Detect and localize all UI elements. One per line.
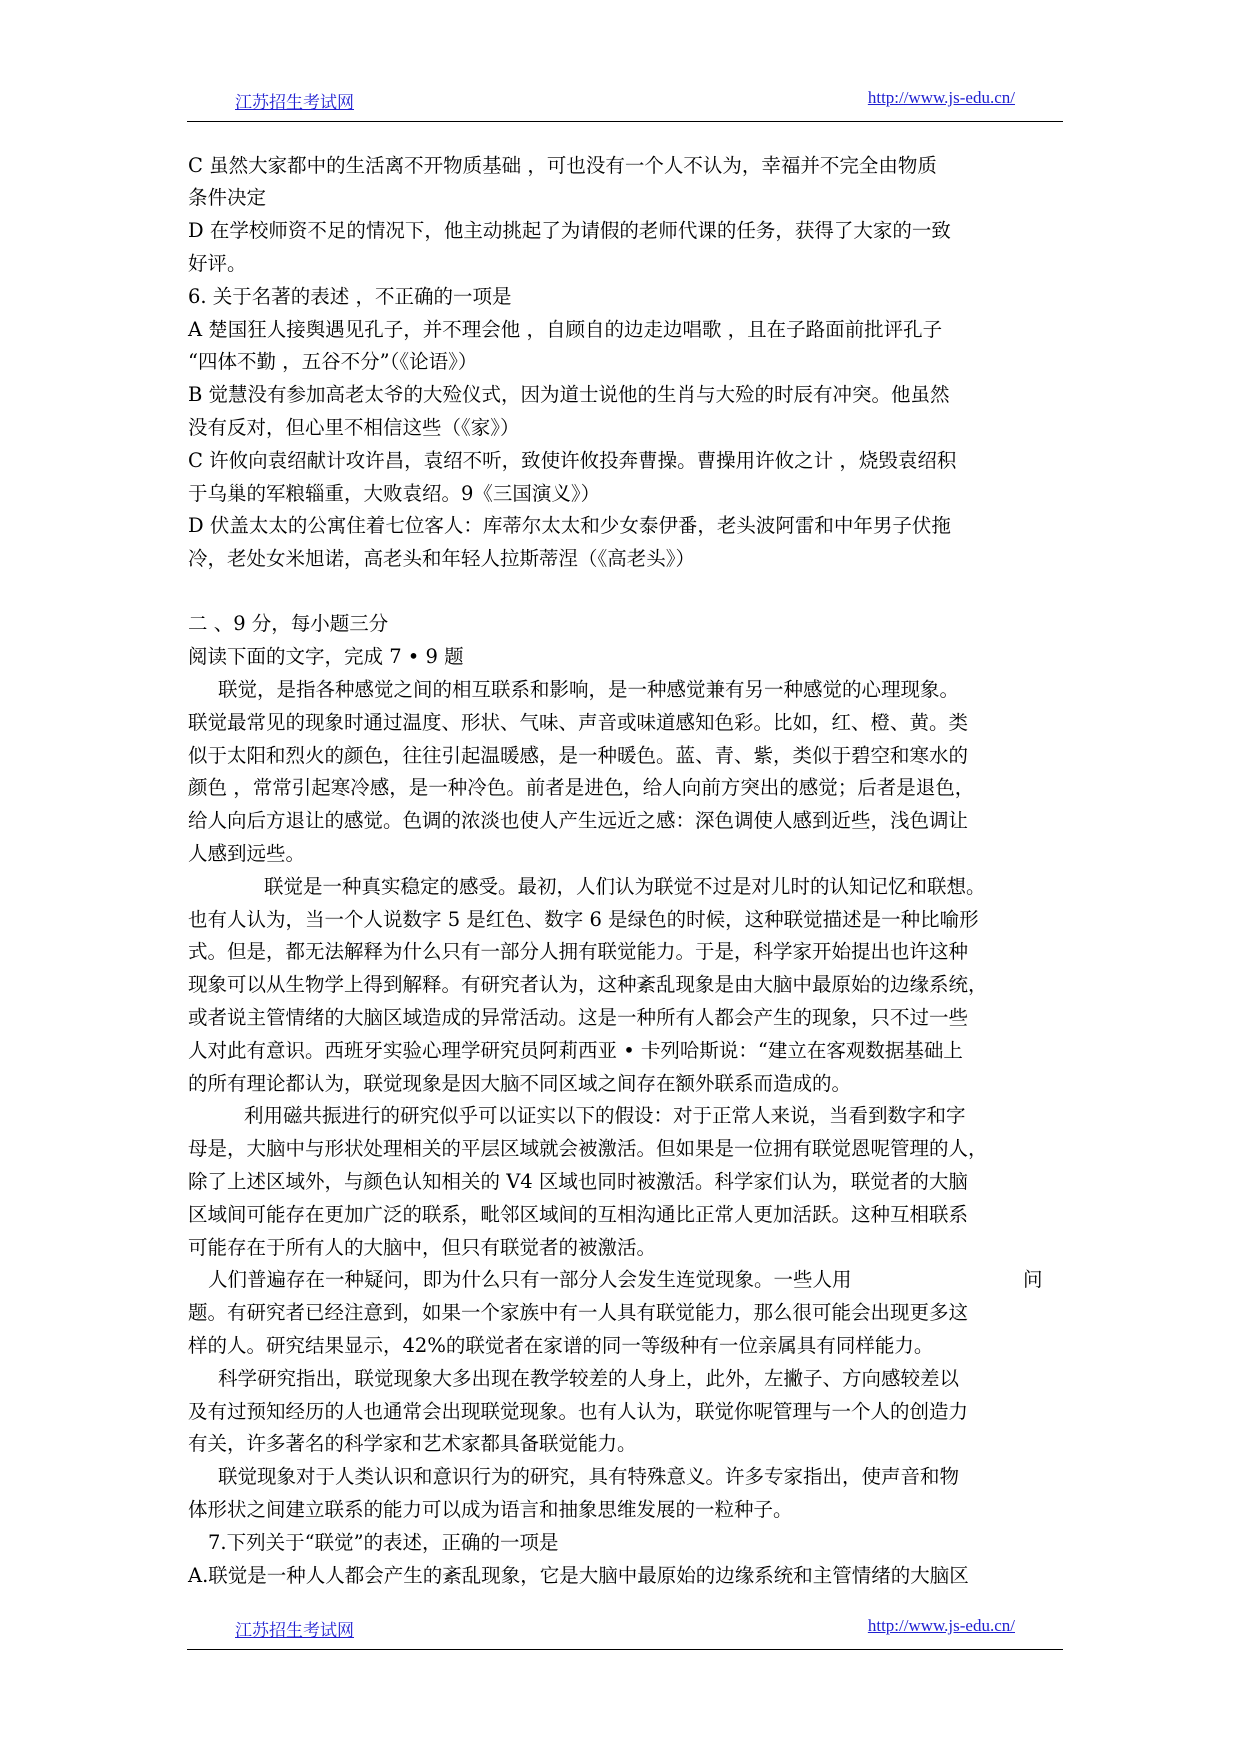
- text-line: 人感到远些。: [188, 842, 306, 865]
- text-line: 人们普遍存在一种疑问，即为什么只有一部分人会发生连觉现象。一些人用: [208, 1268, 852, 1291]
- text-line: A 楚国狂人接舆遇见孔子，并不理会他 ，自顾自的边走边唱歌 ，且在子路面前批评孔子: [188, 318, 943, 341]
- text-line: 阅读下面的文字，完成 7 • 9 题: [188, 645, 464, 668]
- text-line: 联觉，是指各种感觉之间的相互联系和影响，是一种感觉兼有另一种感觉的心理现象。: [218, 678, 960, 701]
- text-line: 及有过预知经历的人也通常会出现联觉现象。也有人认为，联觉你呢管理与一个人的创造力: [188, 1400, 969, 1423]
- text-line: 母是，大脑中与形状处理相关的平层区域就会被激活。但如果是一位拥有联觉恩呢管理的人，: [188, 1137, 988, 1160]
- text-line: 样的人。研究结果显示，42%的联觉者在家谱的同一等级种有一位亲属具有同样能力。: [188, 1334, 934, 1357]
- question-7: 7.下列关于“联觉”的表述，正确的一项是: [208, 1531, 559, 1554]
- text-line: 冷，老处女米旭诺，高老头和年轻人拉斯蒂涅（《高老头》）: [188, 547, 696, 570]
- text-line: 条件决定: [188, 186, 267, 209]
- text-line: 现象可以从生物学上得到解释。有研究者认为，这种紊乱现象是由大脑中最原始的边缘系统，: [188, 973, 988, 996]
- footer-url-link[interactable]: http://www.js-edu.cn/: [867, 1616, 1015, 1635]
- text-line: “四体不勤 ，五谷不分”（《论语》）: [188, 350, 478, 373]
- text-line: 科学研究指出，联觉现象大多出现在教学较差的人身上，此外，左撇子、方向感较差以: [218, 1367, 960, 1390]
- text-line: 体形状之间建立联系的能力可以成为语言和抽象思维发展的一粒种子。: [188, 1498, 793, 1521]
- section-heading: 二 、9 分，每小题三分: [188, 612, 389, 635]
- text-line: 好评。: [188, 252, 247, 275]
- text-line: C 虽然大家都中的生活离不开物质基础 ，可也没有一个人不认为，幸福并不完全由物质: [188, 154, 937, 177]
- text-line: 给人向后方退让的感觉。色调的浓淡也使人产生远近之感：深色调使人感到近些，浅色调让: [188, 809, 969, 832]
- text-line: 式。但是，都无法解释为什么只有一部分人拥有联觉能力。于是，科学家开始提出也许这种: [188, 940, 969, 963]
- header-site-link[interactable]: 江苏招生考试网: [235, 93, 354, 113]
- footer-site-link[interactable]: 江苏招生考试网: [235, 1621, 354, 1641]
- footer-rule: [187, 1649, 1063, 1650]
- text-line: 题。有研究者已经注意到，如果一个家族中有一人具有联觉能力，那么很可能会出现更多这: [188, 1301, 969, 1324]
- header-rule: [187, 121, 1063, 122]
- text-line: 联觉现象对于人类认识和意识行为的研究，具有特殊意义。许多专家指出，使声音和物: [218, 1465, 960, 1488]
- text-line: 没有反对，但心里不相信这些（《家》）: [188, 416, 520, 439]
- page-footer: [187, 1616, 1063, 1650]
- text-line: 问: [1023, 1268, 1043, 1291]
- text-line: 可能存在于所有人的大脑中，但只有联觉者的被激活。: [188, 1236, 657, 1259]
- text-line: B 觉慧没有参加高老太爷的大殓仪式，因为道士说他的生肖与大殓的时辰有冲突。他虽然: [188, 383, 950, 406]
- text-line: 颜色 ，常常引起寒冷感，是一种冷色。前者是进色，给人向前方突出的感觉；后者是退色，: [188, 776, 975, 799]
- text-line: D 伏盖太太的公寓住着七位客人：库蒂尔太太和少女泰伊番，老头波阿雷和中年男子伏拖: [188, 514, 951, 537]
- text-line: D 在学校师资不足的情况下，他主动挑起了为请假的老师代课的任务，获得了大家的一致: [188, 219, 951, 242]
- text-line: 联觉是一种真实稳定的感受。最初，人们认为联觉不过是对儿时的认知记忆和联想。: [264, 875, 986, 898]
- text-line: 区域间可能存在更加广泛的联系，毗邻区域间的互相沟通比正常人更加活跃。这种互相联系: [188, 1203, 969, 1226]
- text-line: 利用磁共振进行的研究似乎可以证实以下的假设：对于正常人来说，当看到数字和字: [244, 1104, 966, 1127]
- text-line: 似于太阳和烈火的颜色，往往引起温暖感，是一种暖色。蓝、青、紫，类似于碧空和寒水的: [188, 744, 969, 767]
- text-line: 的所有理论都认为，联觉现象是因大脑不同区域之间存在额外联系而造成的。: [188, 1072, 852, 1095]
- text-line: 也有人认为，当一个人说数字 5 是红色、数字 6 是绿色的时候，这种联觉描述是一种比喻形: [188, 908, 979, 931]
- page-header: [187, 88, 1063, 122]
- text-line: 于乌巢的军粮辎重，大败袁绍。9《三国演义》）: [188, 482, 601, 505]
- text-line: 6. 关于名著的表述 ，不正确的一项是: [188, 285, 512, 308]
- text-line: C 许攸向袁绍献计攻许昌，袁绍不听，致使许攸投奔曹操。曹操用许攸之计 ，烧毁袁绍积: [188, 449, 957, 472]
- text-line: 有关，许多著名的科学家和艺术家都具备联觉能力。: [188, 1432, 637, 1455]
- text-line: 或者说主管情绪的大脑区域造成的异常活动。这是一种所有人都会产生的现象，只不过一些: [188, 1006, 969, 1029]
- option-a: A.联觉是一种人人都会产生的紊乱现象，它是大脑中最原始的边缘系统和主管情绪的大脑区: [188, 1564, 969, 1587]
- text-line: 人对此有意识。西班牙实验心理学研究员阿莉西亚 • 卡列哈斯说：“建立在客观数据基础上: [188, 1039, 963, 1062]
- text-line: 联觉最常见的现象时通过温度、形状、气味、声音或味道感知色彩。比如，红、橙、黄。类: [188, 711, 969, 734]
- header-url-link[interactable]: http://www.js-edu.cn/: [867, 88, 1015, 107]
- text-line: 除了上述区域外，与颜色认知相关的 V4 区域也同时被激活。科学家们认为，联觉者的大脑: [188, 1170, 968, 1193]
